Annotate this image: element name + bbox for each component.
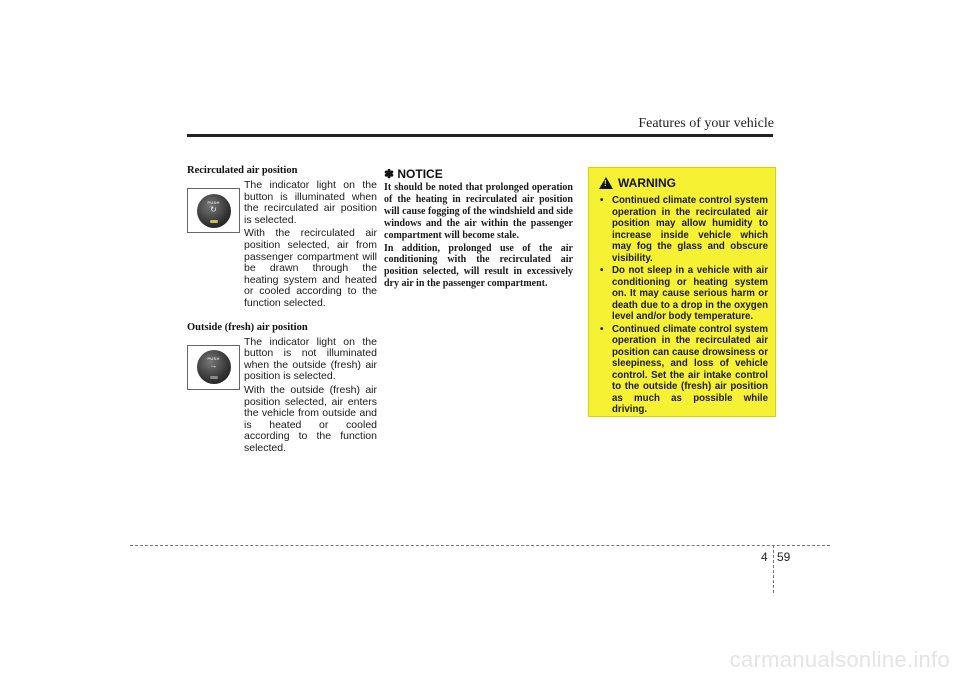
outside-paragraph-2: With the outside (fresh) air position selected, air enters the vehicle from outside and is heated or cooled according to the function selected. <box>244 383 377 454</box>
fresh-air-button-image <box>187 345 240 390</box>
push-label: PUSH <box>207 356 220 362</box>
warning-item: • Continued climate control system operation in the recirculated air position may allow humidity to increase inside vehicle which may fog the glass and obscure visibility. <box>597 195 768 264</box>
warning-title: WARNING <box>618 176 676 190</box>
notice-paragraph-2: In addition, prolonged use of the air conditioning with the recirculated air position selected, will result in excessively dry air in the passenger compartment. <box>384 242 573 290</box>
warning-header <box>599 176 768 190</box>
recirculated-heading: Recirculated air position <box>187 165 298 176</box>
car-arrow-glyph: → <box>209 361 218 371</box>
push-label: PUSH <box>207 199 220 205</box>
recirculated-paragraph-2: With the recirculated air position selected, air from passenger compartment will be drawn through the heating system and heated or cooled according to the function selected. <box>244 227 377 309</box>
page-number: 59 <box>777 550 791 564</box>
notice-paragraph-1: It should be noted that prolonged operation of the heating in recirculated air position will cause fogging of the windshield and side windows and the air within the passenger compartment will become stale. <box>384 182 573 241</box>
watermark: carmanualsonline.info <box>729 647 950 672</box>
header-rule <box>187 134 773 137</box>
warning-item: • Do not sleep in a vehicle with air conditioning or heating system on. It may cause serious harm or death due to a drop in the oxygen level and/or body temperature. <box>597 265 768 323</box>
outside-heading: Outside (fresh) air position <box>187 321 308 333</box>
fresh-air-car-icon <box>197 350 231 384</box>
notice-column <box>384 167 573 290</box>
footer-vertical-rule <box>773 545 774 593</box>
recirculate-button-image <box>187 188 240 233</box>
recirculate-car-icon <box>197 194 231 228</box>
left-column <box>187 165 377 456</box>
warning-item: • Continued climate control system operation in the recirculated air position can cause drowsiness or sleepiness, and loss of vehicle control. Set the air intake control to the outside (fresh) air position as much as possible while driving. <box>597 324 768 416</box>
recirculated-paragraph-1: The indicator light on the button is illuminated when the recirculated air position is selected. <box>244 179 377 226</box>
outside-section <box>187 337 377 457</box>
notice-title: ✽ NOTICE <box>384 167 443 181</box>
footer-rule <box>130 545 830 546</box>
recirculated-section <box>187 180 377 312</box>
indicator-light-on <box>210 220 218 223</box>
warning-box <box>588 167 776 417</box>
car-arrow-glyph: ↻ <box>210 204 217 214</box>
warning-list <box>597 195 768 416</box>
chapter-number: 4 <box>761 550 768 564</box>
indicator-light-off <box>210 376 218 379</box>
outside-paragraph-1: The indicator light on the button is not illuminated when the outside (fresh) air position is selected. <box>244 335 377 383</box>
page-header-title: Features of your vehicle <box>638 116 774 131</box>
warning-triangle-icon: ! <box>599 177 613 189</box>
